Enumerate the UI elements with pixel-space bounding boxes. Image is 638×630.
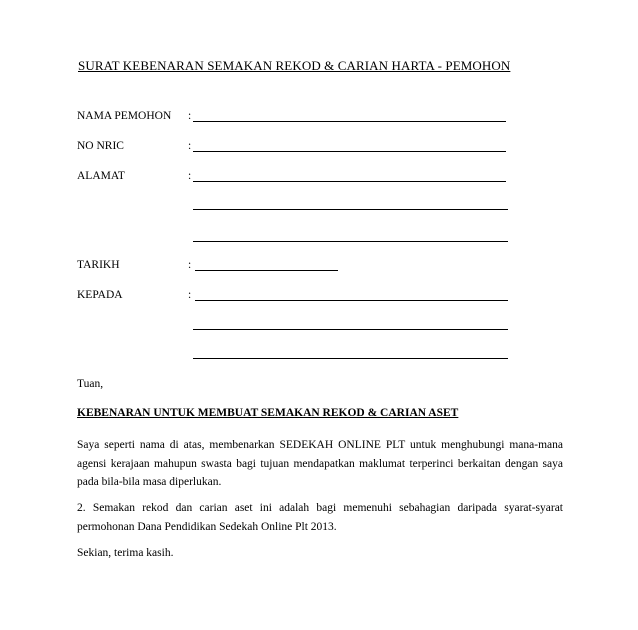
colon-kepada: :	[188, 289, 192, 301]
closing-text: Sekian, terima kasih.	[77, 547, 174, 559]
salutation: Tuan,	[77, 378, 104, 390]
colon-nama-pemohon: :	[188, 110, 192, 122]
field-line-kepada-2[interactable]	[193, 329, 508, 330]
paragraph-1: Saya seperti nama di atas, membenarkan SEDEKAH ONLINE PLT untuk menghubungi mana-mana agensi kerajaan mahupun swasta bagi tujuan mendapatkan maklumat terperinci berkaitan dengan saya pada bila-bila masa diperlukan.	[77, 439, 563, 488]
field-line-alamat-2[interactable]	[193, 209, 508, 210]
colon-no-nric: :	[188, 140, 192, 152]
label-kepada: KEPADA	[77, 289, 123, 301]
field-line-no-nric[interactable]	[193, 151, 506, 152]
field-line-nama-pemohon[interactable]	[193, 121, 506, 122]
label-no-nric: NO NRIC	[77, 140, 124, 152]
paragraph-2: 2. Semakan rekod dan carian aset ini adalah bagi memenuhi sebahagian daripada syarat-syarat permohonan Dana Pendidikan Sedekah Online Plt 2013.	[77, 502, 563, 533]
label-nama-pemohon: NAMA PEMOHON	[77, 110, 172, 122]
document-title: SURAT KEBENARAN SEMAKAN REKOD & CARIAN HARTA - PEMOHON	[78, 58, 511, 73]
colon-alamat: :	[188, 170, 192, 182]
section-heading: KEBENARAN UNTUK MEMBUAT SEMAKAN REKOD & CARIAN ASET	[77, 407, 459, 419]
colon-tarikh: :	[188, 259, 192, 271]
field-line-tarikh[interactable]	[195, 270, 338, 271]
label-tarikh: TARIKH	[77, 259, 120, 271]
field-line-alamat-1[interactable]	[193, 181, 506, 182]
field-line-kepada-1[interactable]	[195, 300, 508, 301]
field-line-alamat-3[interactable]	[193, 241, 508, 242]
label-alamat: ALAMAT	[77, 170, 125, 182]
field-line-kepada-3[interactable]	[193, 358, 508, 359]
